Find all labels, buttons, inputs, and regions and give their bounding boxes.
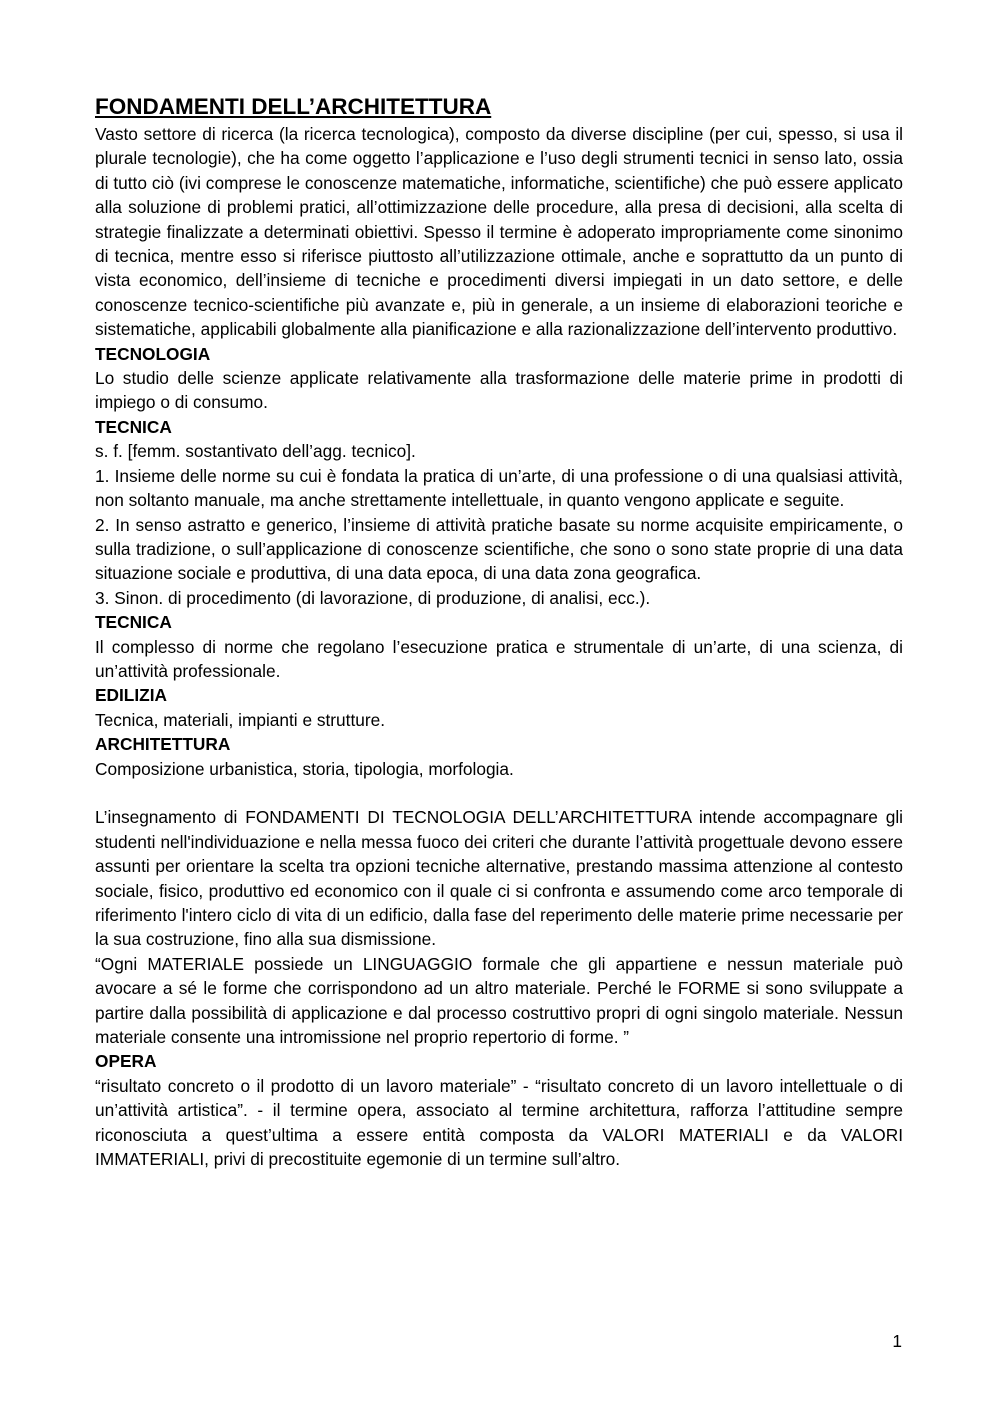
paragraph-opera: “risultato concreto o il prodotto di un lavoro materiale” - “risultato concreto di un lavoro intellettuale o di un’attività artistica”. - il termine opera, associato al termine architettura, rafforza l’attitudine sempre riconosciuta a quest’ultima a essere entità composta da VALORI MATERIALI e da VALORI IMMATERIALI, privi di precostituite egemonie di un termine sull’altro. xyxy=(95,1075,903,1170)
paragraph-tecnica-def-3: 3. Sinon. di procedimento (di lavorazione, di produzione, di analisi, ecc.). xyxy=(95,587,651,608)
paragraph-architettura: Composizione urbanistica, storia, tipologia, morfologia. xyxy=(95,758,514,779)
blank-line xyxy=(95,781,903,805)
paragraph-edilizia: Tecnica, materiali, impianti e strutture. xyxy=(95,709,386,730)
page-number: 1 xyxy=(892,1331,902,1351)
paragraph-intro: Vasto settore di ricerca (la ricerca tecnologica), composto da diverse discipline (per cui, spesso, si usa il plurale tecnologie), che ha come oggetto l’applicazione e l’uso degli strumenti tecnici in senso lato, ossia di tutto ciò (ivi comprese le conoscenze matematiche, informatiche, scientifiche) che può essere applicato alla soluzione di problemi pratici, all’ottimizzazione delle procedure, alla presa di decisioni, alla scelta di strategie finalizzate a determinati obiettivi. Spesso il termine è adoperato impropriamente come sinonimo di tecnica, mentre esso si riferisce piuttosto all’utilizzazione ottimale, anche e soprattutto da un punto di vista economico, dell’insieme di tecniche e procedimenti diversi impiegati in un dato settore, e delle conoscenze tecnico-scientifiche più avanzate e, più in generale, a un insieme di elaborazioni teoriche e sistematiche, applicabili globalmente alla pianificazione e alla razionalizzazione dell’intervento produttivo. xyxy=(95,124,903,340)
heading-tecnica: TECNICA xyxy=(95,416,172,437)
paragraph-tecnica-def-2: 2. In senso astratto e generico, l’insieme di attività pratiche basate su norme acquisite empiricamente, o sulla tradizione, o sull’applicazione di conoscenze scientifiche, che sono o sono state proprie di una data situazione sociale e produttiva, di una data epoca, di una data zona geografica. xyxy=(95,514,903,584)
paragraph-tecnica-def-1: 1. Insieme delle norme su cui è fondata la pratica di un’arte, di una professione o di una qualsiasi attività, non soltanto manuale, ma anche strettamente intellettuale, in quanto vengono applicate e seguite. xyxy=(95,465,903,511)
paragraph-tecnica-2: Il complesso di norme che regolano l’esecuzione pratica e strumentale di un’arte, di una scienza, di un’attività professionale. xyxy=(95,636,903,681)
paragraph-quote-materiale: “Ogni MATERIALE possiede un LINGUAGGIO formale che gli appartiene e nessun materiale può avocare a sé le forme che corrispondono ad un altro materiale. Perché le FORME si sono sviluppate a partire dalla possibilità di applicazione e dal processo costruttivo propri di ogni singolo materiale. Nessun materiale consente una intromissione nel proprio repertorio di forme. ” xyxy=(95,953,903,1048)
paragraph-insegnamento: L’insegnamento di FONDAMENTI DI TECNOLOGIA DELL’ARCHITETTURA intende accompagnare gli studenti nell'individuazione e nella messa fuoco dei criteri che durante l’attività progettuale devono essere assunti per orientare la scelta tra opzioni tecniche alternative, prestando massima attenzione al contesto sociale, fisico, produttivo ed economico con il quale ci si confronta e assumendo come arco temporale di riferimento l'intero ciclo di vita di un edificio, dalla fase del reperimento delle materie prime necessarie per la sua costruzione, fino alla sua dismissione. xyxy=(95,807,903,950)
paragraph-tecnologia: Lo studio delle scienze applicate relativamente alla trasformazione delle materie prime in prodotti di impiego o di consumo. xyxy=(95,368,903,413)
page-title: FONDAMENTI DELL’ARCHITETTURA xyxy=(95,94,492,119)
paragraph-tecnica-grammar: s. f. [femm. sostantivato dell’agg. tecnico]. xyxy=(95,441,416,462)
document-page xyxy=(95,92,903,1171)
heading-edilizia: EDILIZIA xyxy=(95,685,168,706)
heading-tecnologia: TECNOLOGIA xyxy=(95,343,211,364)
heading-tecnica-2: TECNICA xyxy=(95,612,172,633)
heading-opera: OPERA xyxy=(95,1051,157,1072)
heading-architettura: ARCHITETTURA xyxy=(95,734,231,755)
